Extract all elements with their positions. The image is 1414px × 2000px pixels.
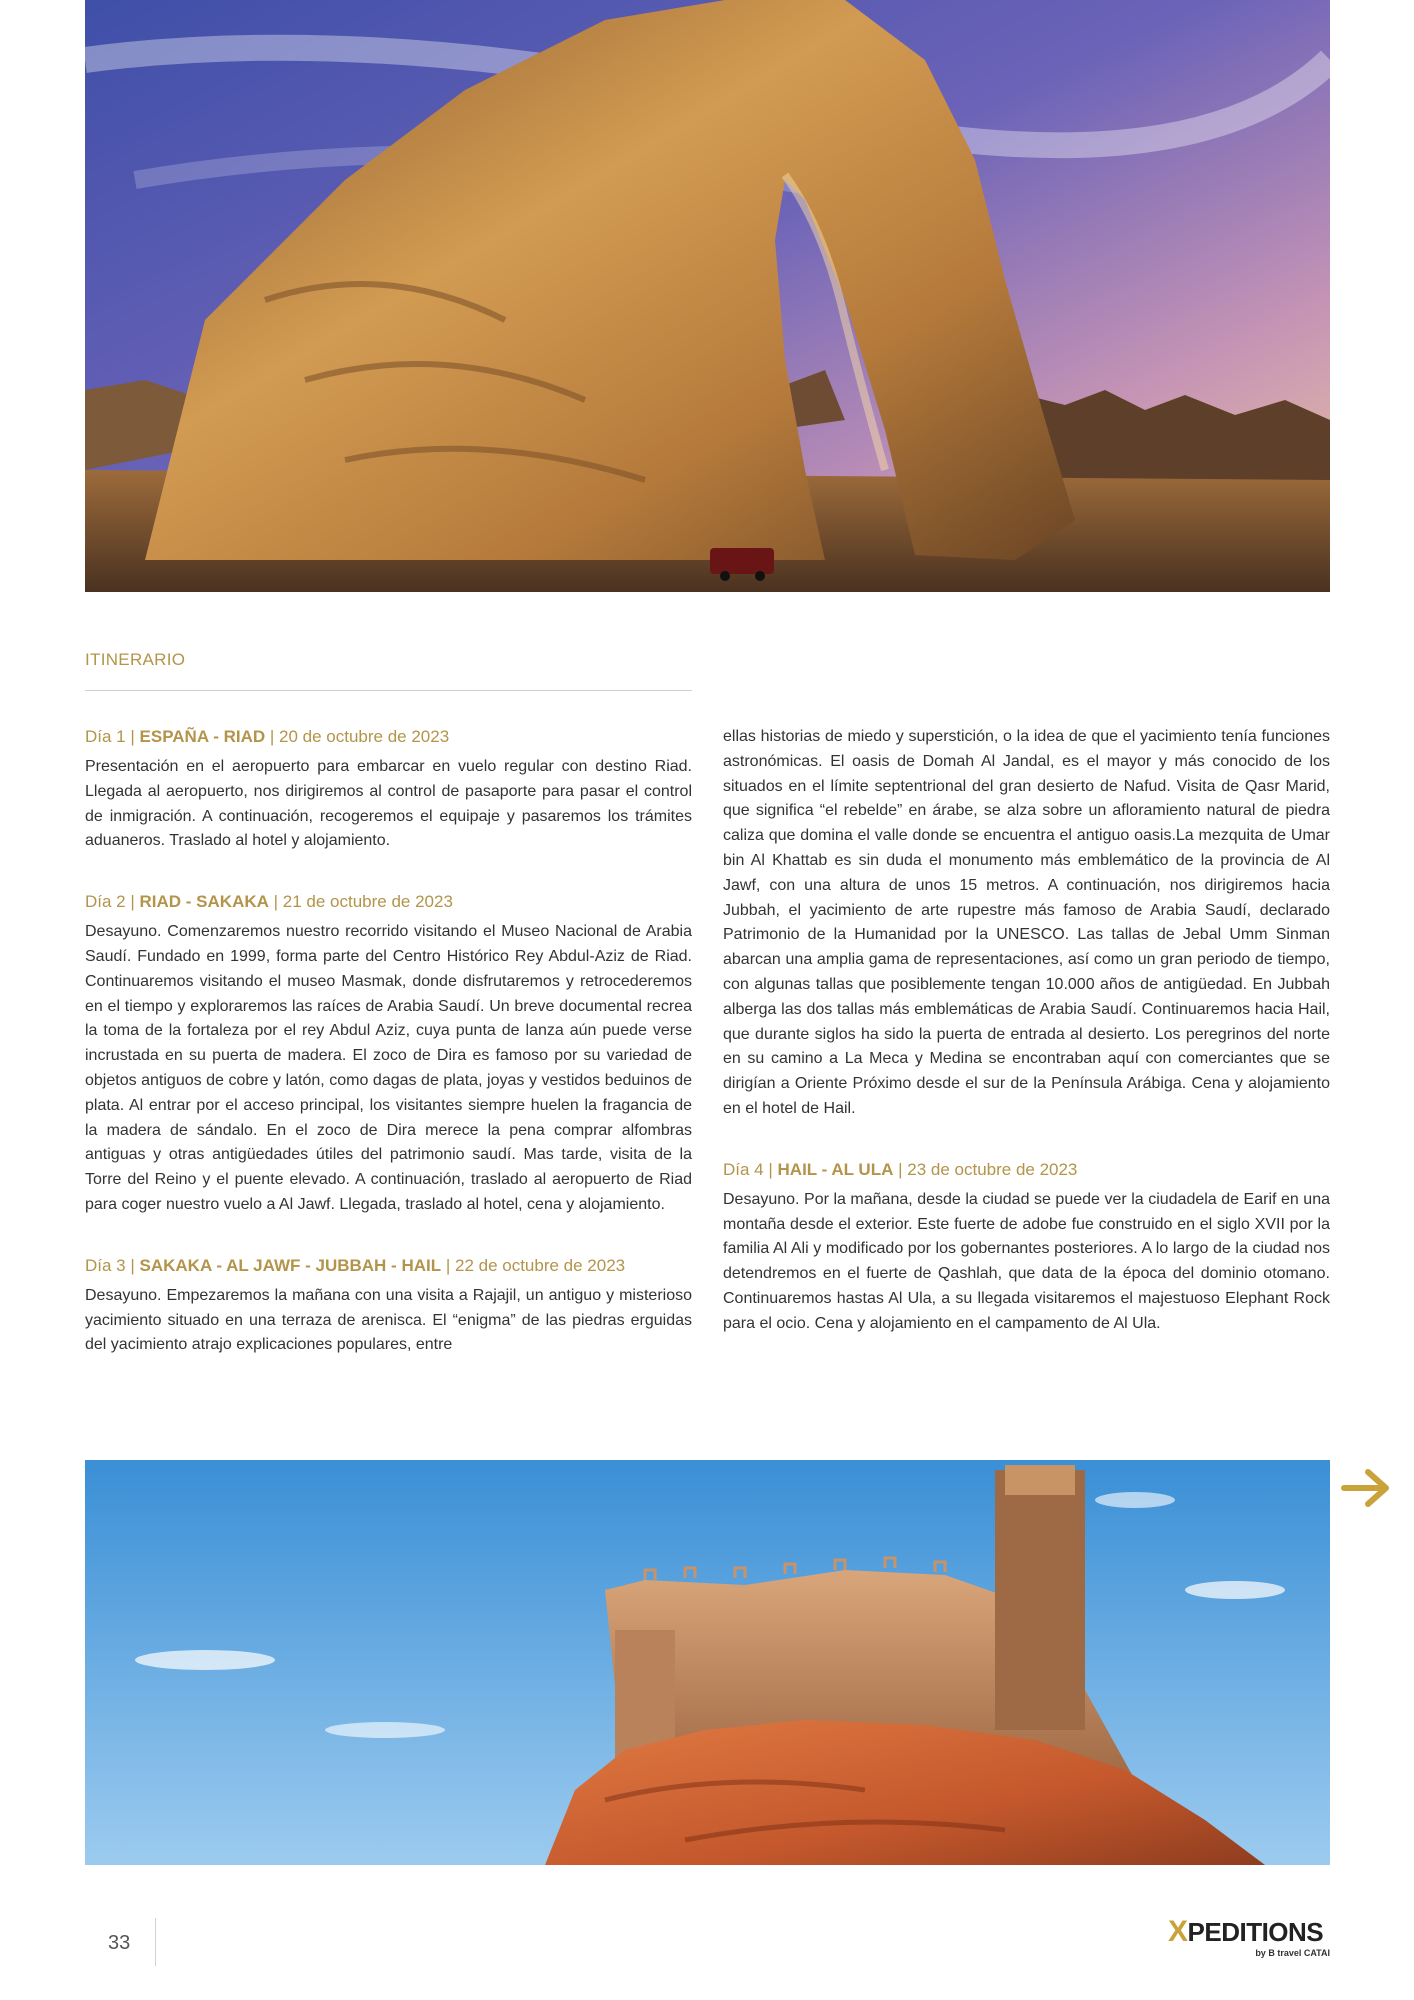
brand-sub: by B travel CATAI (1255, 1948, 1330, 1958)
day-1 (85, 725, 692, 854)
day-1-date: 20 de octubre de 2023 (279, 727, 450, 746)
day-2-heading (85, 890, 692, 914)
day-2-prefix: Día 2 (85, 892, 126, 912)
day-1-text: Presentación en el aeropuerto para embarcar en vuelo regular con destino Riad. Llegada al aeropuerto, nos dirigiremos al control de pasaporte para pasar el control de inmigración. A continuación, recogeremos el equipaje y pasaremos los trámites aduaneros. Traslado al hotel y alojamiento. (85, 758, 692, 850)
day-2-text: Desayuno. Comenzaremos nuestro recorrido visitando el Museo Nacional de Arabia Saudí. Fundado en 1999, forma parte del Centro Histórico Rey Abdul-Aziz de Riad. Continuaremos visitando el museo Masmak, donde disfrutaremos y retrocederemos en el tiempo y exploraremos las raíces de Arabia Saudí. Un breve documental recrea la toma de la fortaleza por el rey Abdul Aziz, cuya punta de lanza aún puede verse incrustada en su puerta de madera. El zoco de Dira es famoso por su variedad de objetos antiguos de cobre y latón, como dagas de plata, joyas y vestidos beduinos de plata. Al entrar por el acceso principal, los visitantes siempre huelen la fragancia de la madera de sándalo. En el zoco de Dira merece la pena comprar alfombras antiguas y otras antigüedades útiles del patrimonio saudí. Mas tarde, visita de la Torre del Reino y el puente elevado. A continuación, traslado al aeropuerto de Riad para coger nuestro vuelo a Al Jawf. Llegada, traslado al hotel, cena y alojamiento. (85, 923, 692, 1213)
day-separator: | (265, 727, 280, 746)
day-3-heading (85, 1254, 692, 1278)
brand-x: X (1168, 1915, 1188, 1948)
day-3 (85, 1254, 692, 1358)
day-4-prefix: Día 4 (723, 1159, 764, 1179)
brand-logo (1168, 1915, 1330, 1965)
day-4-text: Desayuno. Por la mañana, desde la ciudad se puede ver la ciudadela de Earif en una montaña desde el exterior. Este fuerte de adobe fue construido en el siglo XVII por la familia Al Ali y modificado por los gobernantes posteriores. A lo largo de la ciudad nos detendremos en el fuerte de Qashlah, que data de la época del dominio otomano. Continuaremos hastas Al Ula, a su llegada visitaremos el majestuoso Elephant Rock para el ocio. Cena y alojamiento en el campamento de Al Ula. (723, 1190, 1330, 1332)
footer-divider (155, 1918, 156, 1966)
fortress-photo (85, 1460, 1330, 1865)
day-1-heading (85, 725, 692, 749)
day-3-text: Desayuno. Empezaremos la mañana con una visita a Rajajil, un antiguo y misterioso yacimiento situado en una terraza de arenisca. El “enigma” de las piedras erguidas del yacimiento atrajo explicaciones populares, entre (85, 1286, 692, 1354)
day-separator: | (125, 892, 140, 912)
day-2 (85, 890, 692, 1218)
page-number: 33 (108, 1932, 131, 1954)
elephant-rock-photo (85, 0, 1330, 592)
itinerary-column-right (723, 725, 1330, 1373)
day-3-prefix: Día 3 (85, 1255, 126, 1275)
day-3-text-continued: ellas historias de miedo y superstición, o la idea de que el yacimiento tenía funciones astronómicas. El oasis de Domah Al Jandal, es el mayor y más conocido de los situados en el límite septentrional del gran desierto de Nafud. Visita de Qasr Marid, que significa “el rebelde” en árabe, se alza sobre un afloramiento natural de piedra caliza que domina el valle donde se encuentra el antiguo oasis.La mezquita de Umar bin Al Khattab es sin duda el monumento más emblemático de la provincia de Al Jawf, con una altura de unos 15 metros. A continuación, nos dirigiremos hacia Jubbah, el yacimiento de arte rupestre más famoso de Arabia Saudí, declarado Patrimonio de la Humanidad por la UNESCO. Las tallas de Jebal Umm Sinman abarcan una amplia gama de representaciones, así como un gran periodo de tiempo, con algunas tallas que posiblemente tengan 10.000 años de antigüedad. En Jubbah alberga las dos tallas más emblemáticas de Arabia Saudí. Continuaremos hacia Hail, que durante siglos ha sido la puerta de entrada al desierto. Los peregrinos del norte en su camino a La Meca y Medina se encontraban aquí con comerciantes que se dirigían a Oriente Próximo desde el sur de la Península Arábiga. Cena y alojamiento en el hotel de Hail. (723, 728, 1330, 1117)
day-4-date: 23 de octubre de 2023 (907, 1159, 1078, 1179)
brand-name (1168, 1915, 1323, 1949)
next-page-button[interactable] (1338, 1462, 1394, 1514)
day-3-date: 22 de octubre de 2023 (454, 1255, 626, 1275)
itinerary-column-left (85, 725, 692, 1394)
day-1-route: ESPAÑA - RIAD (139, 727, 266, 746)
day-separator: | (763, 1159, 778, 1179)
day-1-prefix: Día 1 (85, 727, 126, 746)
day-2-route: RIAD - SAKAKA (139, 892, 269, 912)
day-4-heading (723, 1158, 1330, 1182)
day-separator: | (441, 1255, 455, 1275)
section-divider (85, 690, 692, 691)
day-2-date: 21 de octubre de 2023 (282, 892, 453, 912)
brand-rest: PEDITIONS (1187, 1917, 1324, 1947)
day-separator: | (268, 892, 283, 912)
section-label: ITINERARIO (85, 650, 186, 669)
day-separator: | (893, 1159, 908, 1179)
day-3-route: SAKAKA - AL JAWF - JUBBAH - HAIL (139, 1255, 442, 1275)
day-separator: | (125, 727, 140, 746)
day-4 (723, 1158, 1330, 1337)
arrow-right-icon (1338, 1462, 1394, 1514)
day-separator: | (125, 1255, 140, 1275)
day-4-route: HAIL - AL ULA (777, 1159, 894, 1179)
